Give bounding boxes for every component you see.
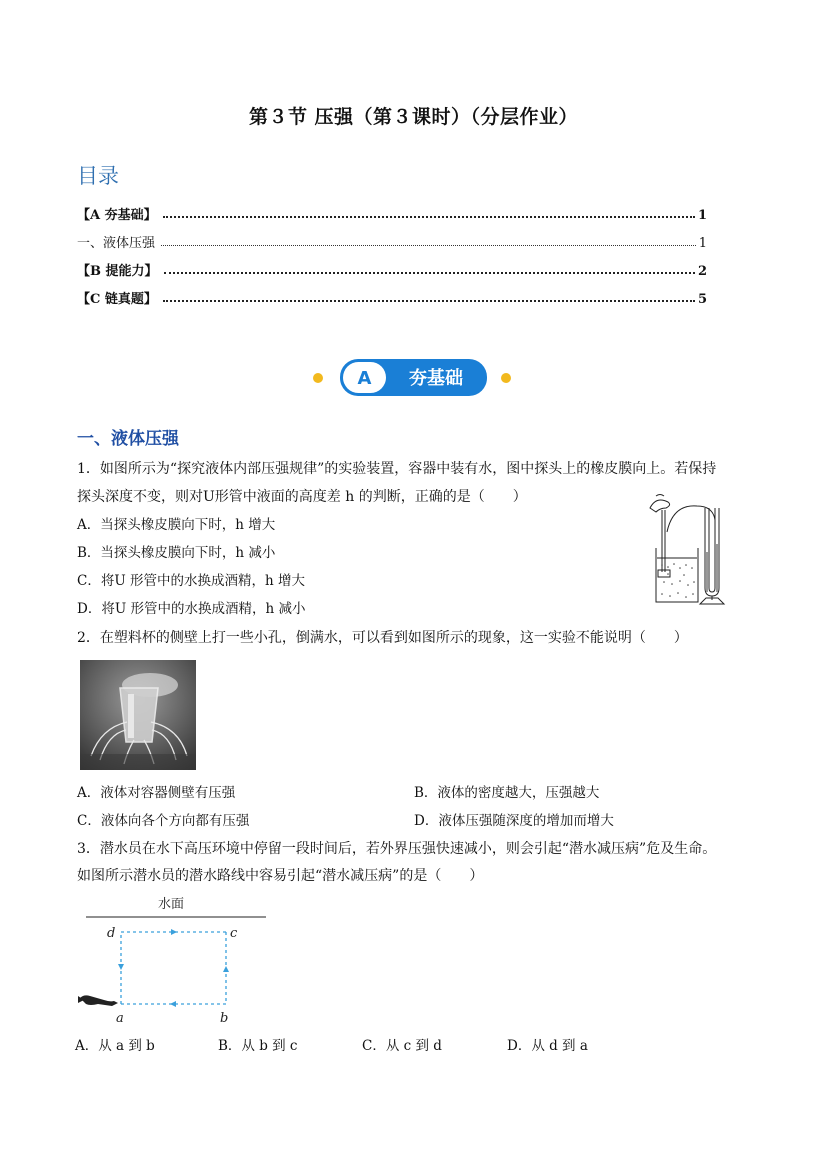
banner-dot-left: [313, 373, 323, 383]
q1-option-c[interactable]: C．将U 形管中的水换成酒精，h 增大: [77, 573, 305, 589]
q3-option-c[interactable]: C．从 c 到 d: [362, 1038, 442, 1054]
toc-leader: [161, 245, 696, 246]
toc-item-a[interactable]: [77, 203, 707, 223]
diver-icon: [78, 995, 118, 1006]
q2-option-c[interactable]: C．液体向各个方向都有压强: [77, 813, 250, 829]
section-heading: 一、液体压强: [77, 429, 179, 449]
q1-text-line-1: 1．如图所示为“探究液体内部压强规律”的实验装置，容器中装有水，图中探头上的橡皮膜向上。若保持: [77, 461, 717, 477]
banner-letter: A: [357, 368, 372, 389]
q1-option-d[interactable]: D．将U 形管中的水换成酒精，h 减小: [77, 601, 306, 617]
toc-item-page: 1: [698, 236, 707, 251]
point-c-label: c: [230, 926, 238, 941]
banner-dot-right: [501, 373, 511, 383]
q2-text-line: 2．在塑料杯的侧壁上打一些小孔，倒满水，可以看到如图所示的现象，这一实验不能说明（ ）: [77, 630, 688, 646]
q1-option-a[interactable]: A．当探头橡皮膜向下时，h 增大: [77, 517, 276, 533]
toc-item-b[interactable]: [77, 259, 707, 279]
banner-label: 夯基础: [409, 368, 463, 389]
point-d-label: d: [107, 926, 116, 941]
q3-option-a[interactable]: A．从 a 到 b: [75, 1038, 155, 1054]
q3-text-line-2: 如图所示潜水员的潜水路线中容易引起“潜水减压病”的是（ ）: [77, 868, 484, 884]
toc-item-c[interactable]: [77, 287, 707, 307]
toc-item-page: 5: [697, 292, 707, 307]
q1-apparatus-figure: [638, 492, 734, 608]
water-surface-label: 水面: [158, 897, 185, 912]
toc-heading: 目录: [77, 164, 119, 188]
toc-leader: [163, 300, 695, 302]
q2-option-a[interactable]: A．液体对容器侧壁有压强: [77, 785, 236, 801]
toc-item-page: 2: [697, 264, 707, 279]
toc-item-label: 【B 提能力】: [77, 264, 158, 279]
q1-text-line-2: 探头深度不变，则对U形管中液面的高度差 h 的判断，正确的是（ ）: [77, 489, 527, 505]
q3-text-line-1: 3．潜水员在水下高压环境中停留一段时间后，若外界压强快速减小，则会引起“潜水减压病”危及生命。: [77, 841, 717, 857]
q3-option-d[interactable]: D．从 d 到 a: [507, 1038, 588, 1054]
q1-option-b[interactable]: B．当探头橡皮膜向下时，h 减小: [77, 545, 276, 561]
point-a-label: a: [116, 1011, 124, 1026]
toc-item-label: 【C 链真题】: [77, 292, 157, 307]
section-banner: [240, 356, 585, 400]
toc-leader: [163, 216, 695, 218]
q2-option-d[interactable]: D．液体压强随深度的增加而增大: [414, 813, 614, 829]
q2-option-b[interactable]: B．液体的密度越大，压强越大: [414, 785, 600, 801]
toc-item-page: 1: [697, 208, 707, 223]
toc-item-label: 一、液体压强: [77, 236, 156, 251]
toc-item-label: 【A 夯基础】: [77, 208, 157, 223]
point-b-label: b: [220, 1011, 229, 1026]
dive-route: [121, 932, 226, 1004]
q3-dive-route-figure: [76, 892, 272, 1026]
q2-cup-photo: [80, 660, 196, 770]
q3-option-b[interactable]: B．从 b 到 c: [218, 1038, 298, 1054]
toc-item-liquid-pressure[interactable]: [77, 231, 707, 251]
toc-leader: [164, 272, 695, 274]
page-title: 第３节 压强（第３课时）（分层作业）: [248, 106, 579, 128]
